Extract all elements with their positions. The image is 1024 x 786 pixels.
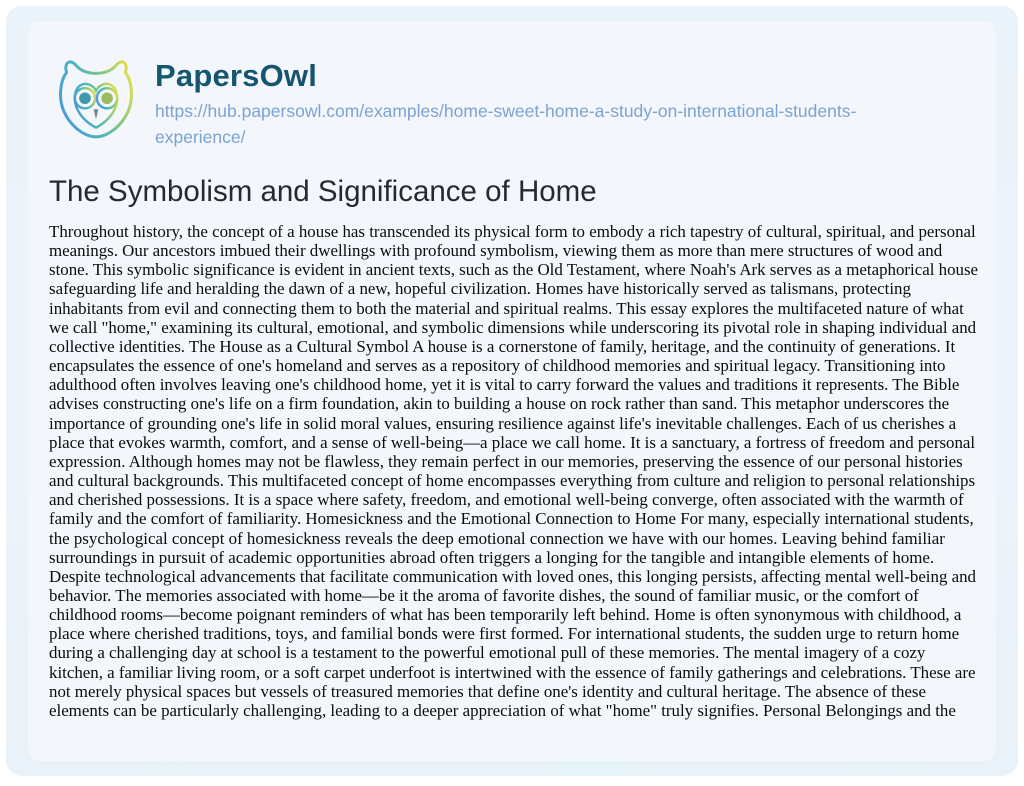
content-panel (28, 21, 996, 761)
owl-icon (50, 55, 142, 147)
page-header (50, 55, 970, 150)
brand-title: PapersOwl (155, 59, 933, 93)
page-frame (6, 6, 1018, 776)
papersowl-logo (50, 55, 142, 147)
article-title: The Symbolism and Significance of Home (49, 175, 597, 208)
brand-block (155, 55, 933, 150)
document-content (28, 21, 996, 720)
article-body: Throughout history, the concept of a house has transcended its physical form to embody a rich tapestry of cultural, spiritual, and personal meanings. Our ancestors imbued their dwellings with profound symbolism, viewing them as more than mere structures of wood and stone. This symbolic significance is evident in ancient texts, such as the Old Testament, where Noah's Ark serves as a metaphorical house safeguarding life and heralding the dawn of a new, hopeful civilization. Homes have historically served as talismans, protecting inhabitants from evil and connecting them to both the material and spiritual realms. This essay explores the multifaceted nature of what we call "home," examining its cultural, emotional, and symbolic dimensions while underscoring its pivotal role in shaping individual and collective identities. The House as a Cultural Symbol A house is a cornerstone of family, heritage, and the continuity of generations. It encapsulates the essence of one's homeland and serves as a repository of childhood memories and spiritual legacy. Transitioning into adulthood often involves leaving one's childhood home, yet it is vital to carry forward the values and traditions it represents. The Bible advises constructing one's life on a firm foundation, akin to building a house on rock rather than sand. This metaphor underscores the importance of grounding one's life in solid moral values, ensuring resilience against life's inevitable challenges. Each of us cherishes a place that evokes warmth, comfort, and a sense of well-being—a place we call home. It is a sanctuary, a fortress of freedom and personal expression. Although homes may not be flawless, they remain perfect in our memories, preserving the essence of our personal histories and cultural backgrounds. This multifaceted concept of home encompasses everything from culture and religion to personal relationships and cherished possessions. It is a space where safety, freedom, and emotional well-being converge, often associated with the warmth of family and the comfort of familiarity. Homesickness and the Emotional Connection to Home For many, especially international students, the psychological concept of homesickness reveals the deep emotional connection we have with our homes. Leaving behind familiar surroundings in pursuit of academic opportunities abroad often triggers a longing for the tangible and intangible elements of home. Despite technological advancements that facilitate communication with loved ones, this longing persists, affecting mental well-being and behavior. The memories associated with home—be it the aroma of favorite dishes, the sound of familiar music, or the comfort of childhood rooms—become poignant reminders of what has been temporarily left behind. Home is often synonymous with childhood, a place where cherished traditions, toys, and familial bonds were first formed. For international students, the sudden urge to return home during a challenging day at school is a testament to the powerful emotional pull of these memories. The mental imagery of a cozy kitchen, a familiar living room, or a soft carpet underfoot is intertwined with the essence of family gatherings and celebrations. These are not merely physical spaces but vessels of treasured memories that define one's identity and cultural heritage. The absence of these elements can be particularly challenging, leading to a deeper appreciation of what "home" truly signifies. Personal Belongings and the (49, 222, 979, 720)
source-url-link[interactable]: https://hub.papersowl.com/examples/home-sweet-home-a-study-on-international-students-experience/ (155, 101, 857, 147)
